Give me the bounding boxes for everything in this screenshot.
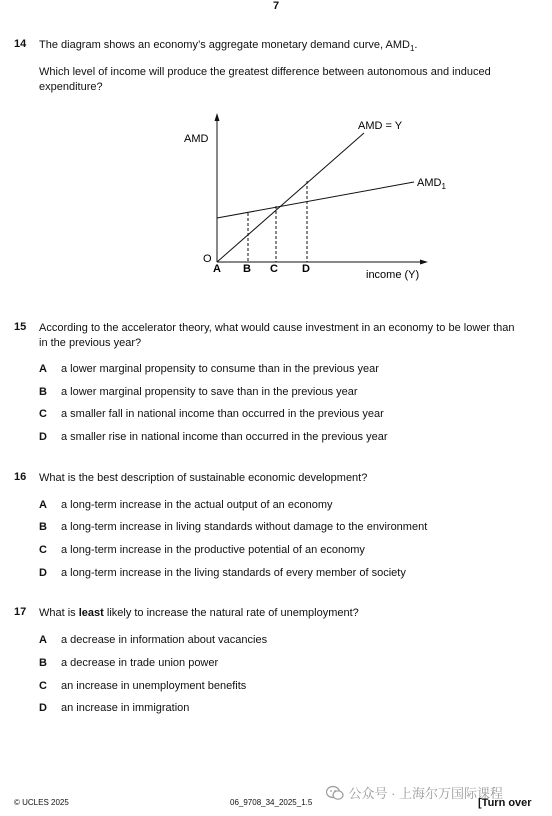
- amd1-line: [217, 182, 414, 218]
- y-axis-arrowhead: [215, 113, 220, 121]
- question-17-option-d-text: an increase in immigration: [61, 702, 190, 714]
- question-15-option-b-letter: B: [39, 386, 47, 398]
- turn-over-label: [Turn over: [478, 797, 532, 809]
- question-16-option-d-text: a long-term increase in the living standards of every member of society: [61, 567, 406, 579]
- question-15-option-a-letter: A: [39, 363, 47, 375]
- page-number: 7: [272, 0, 280, 12]
- question-15-option-c-text: a smaller fall in national income than occurred in the previous year: [61, 408, 384, 420]
- question-17-stem-start: What is: [39, 607, 79, 619]
- question-17-option-c-letter: C: [39, 680, 47, 692]
- question-17-stem: [39, 606, 359, 621]
- question-16-option-c-text: a long-term increase in the productive potential of an economy: [61, 544, 365, 556]
- question-17-option-b-text: a decrease in trade union power: [61, 657, 219, 669]
- question-17-option-c-text: an increase in unemployment benefits: [61, 680, 247, 692]
- x-axis-label: income (Y): [366, 269, 420, 281]
- point-a-label: A: [213, 263, 221, 275]
- question-14-prompt-line-1: Which level of income will produce the greatest difference between autonomous and induced: [39, 66, 491, 78]
- question-16-option-a-letter: A: [39, 499, 47, 511]
- question-16-option-c-letter: C: [39, 544, 47, 556]
- question-17-option-b-letter: B: [39, 657, 47, 669]
- point-d-label: D: [302, 263, 310, 275]
- question-14-prompt-line-2: expenditure?: [39, 81, 103, 93]
- question-17-number: 17: [14, 606, 27, 618]
- question-15-option-b-text: a lower marginal propensity to save than in the previous year: [61, 386, 358, 398]
- question-17-option-a-text: a decrease in information about vacancies: [61, 634, 268, 646]
- question-16-number: 16: [14, 471, 27, 483]
- question-15-stem-line-1: According to the accelerator theory, what would cause investment in an economy to be lower than: [39, 322, 515, 334]
- question-15-number: 15: [14, 321, 27, 333]
- question-15-option-d-letter: D: [39, 431, 47, 443]
- point-c-label: C: [270, 263, 278, 275]
- watermark-text: 公众号 · 上海尔万国际课程: [348, 786, 504, 801]
- watermark: [326, 783, 503, 802]
- point-b-label: B: [243, 263, 251, 275]
- amd1-label-text: AMD: [417, 177, 442, 189]
- question-15-option-a-text: a lower marginal propensity to consume than in the previous year: [61, 363, 379, 375]
- question-16-stem: What is the best description of sustainable economic development?: [39, 472, 368, 484]
- question-16-option-b-text: a long-term increase in living standards without damage to the environment: [61, 521, 428, 533]
- question-15-option-d-text: a smaller rise in national income than occurred in the previous year: [61, 431, 388, 443]
- amd1-label: [417, 177, 446, 191]
- question-15-option-c-letter: C: [39, 408, 47, 420]
- question-14-stem-subscript: 1: [409, 44, 415, 54]
- footer-paper-code: 06_9708_34_2025_1.5: [230, 798, 313, 807]
- question-16-option-a-text: a long-term increase in the actual output of an economy: [61, 499, 333, 511]
- question-14-stem-text: The diagram shows an economy’s aggregate monetary demand curve, AMD: [39, 39, 410, 51]
- amd-equals-y-label: AMD = Y: [358, 120, 403, 132]
- question-15-stem-line-2: in the previous year?: [39, 337, 142, 349]
- origin-label: O: [203, 253, 212, 265]
- question-14-stem-end: .: [414, 39, 418, 51]
- footer-copyright: © UCLES 2025: [14, 798, 69, 807]
- amd-diagram: [0, 0, 552, 300]
- question-17-stem-emphasis: least: [78, 607, 104, 619]
- amd-equals-y-line: [217, 133, 364, 262]
- question-17-stem-end: likely to increase the natural rate of unemployment?: [103, 607, 359, 619]
- question-17-option-a-letter: A: [39, 634, 47, 646]
- question-16-option-b-letter: B: [39, 521, 47, 533]
- question-16-option-d-letter: D: [39, 567, 47, 579]
- wechat-icon: [326, 785, 344, 801]
- x-axis-arrowhead: [420, 260, 428, 265]
- y-axis-label: AMD: [184, 133, 209, 145]
- amd1-label-subscript: 1: [441, 182, 446, 191]
- question-17-option-d-letter: D: [39, 702, 47, 714]
- question-14-number: 14: [14, 38, 27, 50]
